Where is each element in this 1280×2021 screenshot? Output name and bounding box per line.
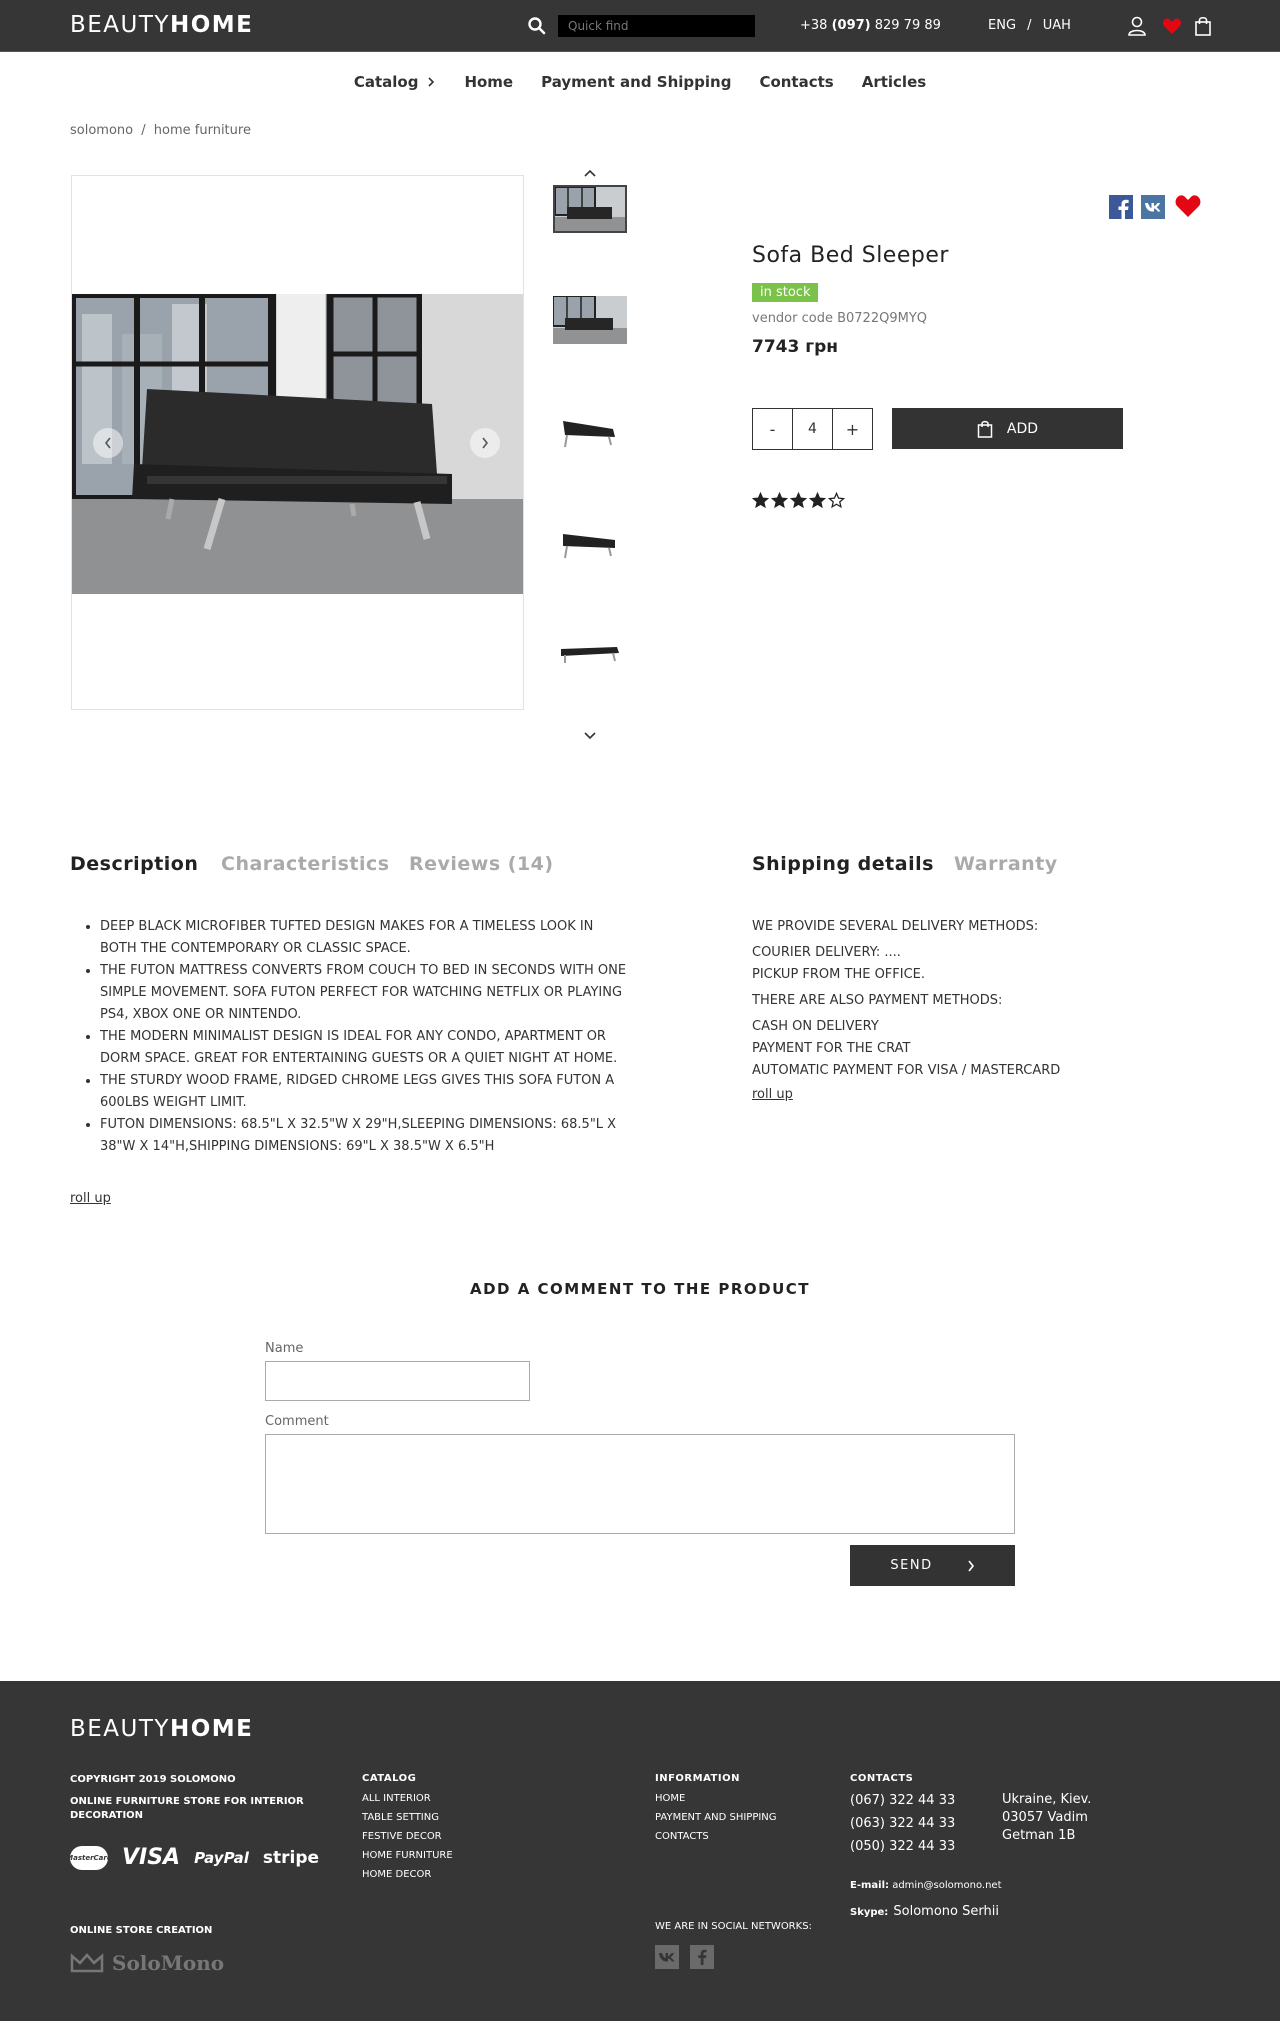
thumbnail-5[interactable] — [553, 629, 627, 677]
stripe-logo: stripe — [262, 1847, 320, 1868]
payment-logos — [66, 1845, 320, 1870]
description-item: • DEEP BLACK MICROFIBER TUFTED DESIGN MAKES FOR A TIMELESS LOOK IN BOTH THE CONTEMPORARY OR CLASSIC SPACE. — [100, 916, 630, 960]
nav-home[interactable]: Home — [464, 73, 514, 91]
footer-email[interactable] — [850, 1880, 1002, 1891]
footer-catalog-links — [362, 1789, 453, 1884]
comment-textarea[interactable] — [265, 1434, 1015, 1534]
crown-icon — [70, 1952, 104, 1974]
vk-icon — [1141, 195, 1165, 219]
top-bar — [0, 0, 1280, 52]
footer — [0, 1681, 1280, 2021]
header-phone[interactable] — [800, 18, 941, 33]
cart-bag-icon[interactable] — [1192, 15, 1214, 37]
comment-label: Comment — [265, 1414, 329, 1429]
logo[interactable] — [70, 14, 253, 37]
chevron-right-icon — [967, 1560, 975, 1572]
tab-shipping-details[interactable]: Shipping details — [752, 853, 934, 875]
chevron-up-icon[interactable] — [583, 168, 597, 178]
description-item: • THE STURDY WOOD FRAME, RIDGED CHROME LEGS GIVES THIS SOFA FUTON A 600LBS WEIGHT LIMIT. — [100, 1070, 630, 1114]
footer-vk-link[interactable] — [655, 1945, 679, 1969]
solomono-logo[interactable] — [70, 1951, 224, 1975]
gallery-prev-button[interactable] — [93, 428, 123, 458]
quantity-decrease-button[interactable]: - — [769, 419, 776, 439]
skype-label: Skype: — [850, 1907, 889, 1918]
nav-payment-shipping[interactable]: Payment and Shipping — [541, 73, 732, 91]
address-line: Ukraine, Kiev. — [1002, 1792, 1092, 1807]
send-label: SEND — [890, 1558, 933, 1573]
vk-icon — [659, 1952, 675, 1962]
user-icon[interactable] — [1126, 15, 1148, 37]
footer-skype[interactable] — [850, 1900, 999, 1919]
footer-phones — [850, 1789, 955, 1858]
footer-information-heading: INFORMATION — [655, 1773, 740, 1784]
chevron-right-icon — [426, 76, 436, 88]
footer-link[interactable]: HOME DECOR — [362, 1869, 432, 1880]
tab-characteristics[interactable]: Characteristics — [221, 853, 390, 875]
creator-name: SoloMono — [112, 1951, 225, 1975]
email-value: admin@solomono.net — [892, 1880, 1002, 1891]
send-comment-button[interactable] — [850, 1545, 1015, 1586]
thumbnail-image — [553, 518, 627, 566]
thumbnail-2[interactable] — [553, 296, 627, 344]
nav-catalog[interactable] — [354, 73, 437, 91]
name-input[interactable] — [265, 1361, 530, 1401]
gallery-next-button[interactable] — [470, 428, 500, 458]
description-item: • THE FUTON MATTRESS CONVERTS FROM COUCH TO BED IN SECONDS WITH ONE SIMPLE MOVEMENT. SOFA FUTON PERFECT FOR WATCHING NETFLIX OR PLAYING PS4, XBOX ONE OR NINTENDO. — [100, 960, 630, 1026]
quantity-stepper — [752, 408, 873, 450]
add-to-wishlist-heart-icon[interactable] — [1174, 193, 1202, 219]
paypal-logo: PayPal — [194, 1848, 249, 1867]
skype-value: Solomono Serhii — [893, 1904, 999, 1919]
comment-form-title: ADD A COMMENT TO THE PRODUCT — [469, 1280, 811, 1298]
breadcrumb-separator: / — [141, 123, 146, 138]
shipping-details-text — [752, 916, 1172, 1082]
star-filled-icon — [752, 492, 769, 509]
store-creation-label: ONLINE STORE CREATION — [70, 1925, 213, 1936]
footer-information-links — [655, 1789, 777, 1846]
search-icon[interactable] — [527, 16, 547, 36]
description-list — [70, 916, 630, 1158]
phone-code: (097) — [831, 18, 871, 33]
footer-contacts-heading: CONTACTS — [850, 1773, 914, 1784]
phone-prefix: +38 — [800, 18, 832, 33]
social-networks-label: WE ARE IN SOCIAL NETWORKS: — [655, 1921, 812, 1932]
footer-link[interactable]: HOME FURNITURE — [362, 1850, 453, 1861]
star-filled-icon — [790, 492, 807, 509]
email-label: E-mail: — [850, 1880, 890, 1891]
footer-link[interactable]: PAYMENT AND SHIPPING — [655, 1812, 777, 1823]
facebook-icon — [1109, 195, 1133, 219]
search-input[interactable] — [558, 15, 755, 37]
footer-link[interactable]: CONTACTS — [655, 1831, 709, 1842]
description-item: • THE MODERN MINIMALIST DESIGN IS IDEAL FOR ANY CONDO, APARTMENT OR DORM SPACE. GREAT FOR ENTERTAINING GUESTS OR A QUIET NIGHT AT HOME. — [100, 1026, 630, 1070]
payment-method: AUTOMATIC PAYMENT FOR VISA / MASTERCARD — [752, 1063, 1061, 1078]
quantity-increase-button[interactable]: + — [845, 419, 860, 439]
product-rating[interactable] — [752, 492, 845, 509]
thumbnail-image — [553, 407, 627, 455]
footer-link[interactable]: FESTIVE DECOR — [362, 1831, 442, 1842]
mastercard-logo: MasterCard — [70, 1846, 108, 1870]
payment-method: PAYMENT FOR THE CRAT — [752, 1041, 911, 1056]
description-item: • FUTON DIMENSIONS: 68.5"L X 32.5"W X 29"H,SLEEPING DIMENSIONS: 68.5"L X 38"W X 14"H,SHIPPING DIMENSIONS: 69"L X 38.5"W X 6.5"H — [100, 1114, 630, 1158]
breadcrumb-item[interactable]: home furniture — [153, 123, 251, 138]
thumbnail-image — [555, 187, 625, 231]
stock-status-badge: in stock — [752, 283, 818, 302]
footer-copyright: COPYRIGHT 2019 SOLOMONO — [70, 1774, 236, 1785]
nav-contacts[interactable]: Contacts — [759, 73, 834, 91]
quantity-value[interactable]: 4 — [792, 409, 833, 449]
delivery-method: PICKUP FROM THE OFFICE. — [752, 967, 926, 982]
footer-phone[interactable]: (067) 322 44 33 — [850, 1793, 956, 1808]
name-label: Name — [265, 1341, 304, 1356]
wishlist-heart-icon[interactable] — [1161, 15, 1183, 37]
footer-logo[interactable] — [70, 1718, 253, 1741]
product-title: Sofa Bed Sleeper — [752, 243, 949, 268]
footer-facebook-link[interactable] — [690, 1945, 714, 1969]
vendor-code: vendor code B0722Q9MYQ — [752, 311, 927, 326]
footer-logo-light: BEAUTY — [70, 1716, 170, 1742]
lang-separator: / — [1027, 18, 1032, 33]
currency-select[interactable]: UAH — [1042, 18, 1071, 33]
breadcrumb — [70, 123, 251, 138]
logo-bold: HOME — [169, 12, 254, 38]
nav-articles[interactable]: Articles — [861, 73, 927, 91]
add-to-cart-label: ADD — [1006, 420, 1039, 437]
chevron-right-icon — [480, 436, 490, 450]
shopping-bag-icon — [977, 420, 993, 438]
lang-currency-switch — [988, 18, 1071, 33]
shipping-intro: WE PROVIDE SEVERAL DELIVERY METHODS: — [752, 919, 1039, 934]
sofa-photo-illustration — [72, 294, 523, 594]
thumbnail-image — [553, 296, 627, 344]
footer-address — [1002, 1791, 1091, 1845]
payment-method: CASH ON DELIVERY — [752, 1019, 879, 1034]
phone-number: 829 79 89 — [870, 18, 941, 33]
logo-light: BEAUTY — [70, 12, 170, 38]
thumbnail-1[interactable] — [553, 185, 627, 233]
footer-phone[interactable]: (050) 322 44 33 — [850, 1839, 956, 1854]
main-nav — [0, 52, 1280, 112]
footer-link[interactable]: HOME — [655, 1793, 686, 1804]
payment-intro: THERE ARE ALSO PAYMENT METHODS: — [752, 993, 1003, 1008]
footer-logo-bold: HOME — [169, 1716, 254, 1742]
product-photo[interactable] — [72, 294, 523, 594]
address-line: Getman 1B — [1002, 1828, 1076, 1843]
thumbnail-3[interactable] — [553, 407, 627, 455]
tab-reviews[interactable]: Reviews (14) — [409, 853, 554, 875]
language-select[interactable]: ENG — [988, 18, 1017, 33]
chevron-left-icon — [103, 436, 113, 450]
star-empty-icon — [828, 492, 845, 509]
footer-tagline: ONLINE FURNITURE STORE FOR INTERIOR DECORATION — [70, 1796, 304, 1821]
star-filled-icon — [809, 492, 826, 509]
address-line: 03057 Vadim — [1002, 1810, 1088, 1825]
shipping-roll-up-link[interactable]: roll up — [752, 1087, 793, 1102]
star-filled-icon — [771, 492, 788, 509]
visa-logo: VISA — [122, 1845, 181, 1870]
footer-link[interactable]: ALL INTERIOR — [362, 1793, 431, 1804]
footer-catalog-heading: CATALOG — [362, 1773, 417, 1784]
thumbnail-4[interactable] — [553, 518, 627, 566]
chevron-down-icon[interactable] — [583, 731, 597, 741]
vk-share-icon[interactable] — [1141, 195, 1165, 219]
product-price: 7743 грн — [752, 337, 839, 357]
footer-link[interactable]: TABLE SETTING — [362, 1812, 439, 1823]
add-to-cart-button[interactable] — [892, 408, 1123, 449]
tab-warranty[interactable]: Warranty — [954, 853, 1058, 875]
facebook-share-icon[interactable] — [1109, 195, 1133, 219]
facebook-icon — [697, 1949, 707, 1965]
tab-description[interactable]: Description — [70, 853, 199, 875]
nav-catalog-label: Catalog — [353, 73, 419, 91]
footer-phone[interactable]: (063) 322 44 33 — [850, 1816, 956, 1831]
delivery-method: COURIER DELIVERY: .... — [752, 945, 901, 960]
breadcrumb-item[interactable]: solomono — [70, 123, 134, 138]
description-roll-up-link[interactable]: roll up — [70, 1191, 111, 1206]
thumbnail-image — [553, 629, 627, 677]
